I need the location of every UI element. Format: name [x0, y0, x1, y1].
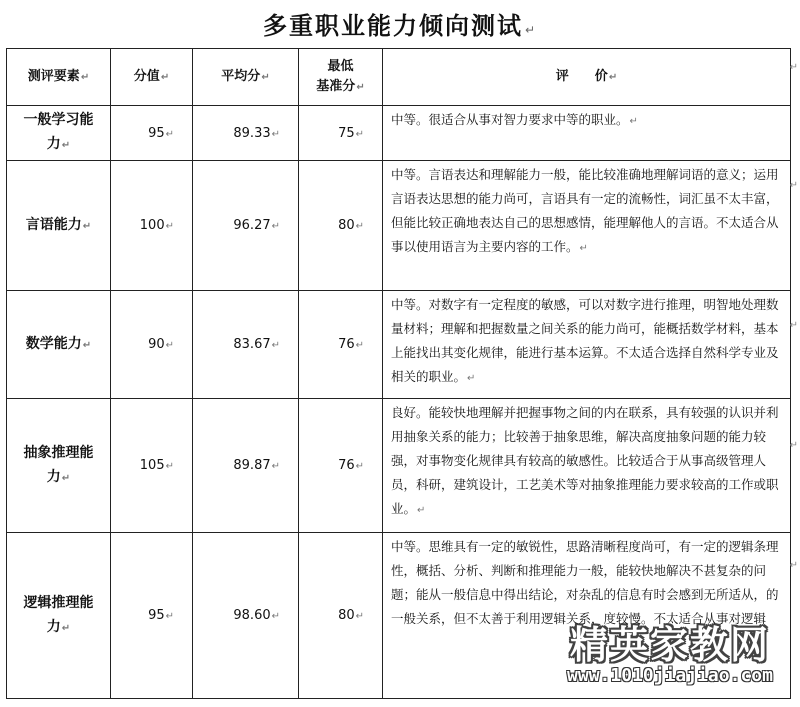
avg-value: 89.33↵ — [193, 106, 299, 161]
header-factor: 测评要素↵ — [7, 49, 111, 106]
avg-value: 96.27↵ — [193, 161, 299, 291]
evaluation-text: 中等。对数字有一定程度的敏感，可以对数字进行推理，明智地处理数量材料；理解和把握数量之间关系的能力尚可，能概括数学材料，基本上能找出其变化规律，能进行基本运算。不太适合选择自然科学专业及相关的职业。↵ — [383, 291, 791, 399]
margin-mark-icon: ↵ — [789, 320, 798, 331]
factor-name: 逻辑推理能 力↵ — [7, 533, 111, 699]
table-row — [7, 106, 791, 161]
evaluation-text: 中等。言语表达和理解能力一般，能比较准确地理解词语的意义；运用言语表达思想的能力尚可，言语具有一定的流畅性，词汇虽不太丰富，但能比较正确地表达自己的思想感情，能理解他人的言语。不太适合从事以使用语言为主要内容的工作。↵ — [383, 161, 791, 291]
table-row — [7, 161, 791, 291]
evaluation-text: 中等。思维具有一定的敏锐性，思路清晰程度尚可，有一定的逻辑条理性，概括、分析、判断和推理能力一般，能较快地解决不甚复杂的问题；能从一般信息中得出结论，对杂乱的信息有时会感到无所适从，的一般关系，但不太善于利用逻辑关系，度较慢。不太适合从事对逻辑 — [383, 533, 791, 699]
min-value: 76↵ — [299, 399, 383, 533]
watermark-text: 精英家教网 — [569, 623, 770, 667]
margin-mark-icon: ↵ — [789, 560, 798, 571]
score-value: 100↵ — [111, 161, 193, 291]
score-value: 90↵ — [111, 291, 193, 399]
return-mark-icon: ↵ — [524, 23, 538, 37]
factor-name: 言语能力↵ — [7, 161, 111, 291]
title-text: 多重职业能力倾向测试 — [262, 12, 523, 40]
min-value: 76↵ — [299, 291, 383, 399]
score-value: 95↵ — [111, 106, 193, 161]
table-row — [7, 399, 791, 533]
min-value: 80↵ — [299, 533, 383, 699]
score-value: 105↵ — [111, 399, 193, 533]
margin-mark-icon: ↵ — [789, 62, 798, 73]
avg-value: 98.60↵ — [193, 533, 299, 699]
min-value: 80↵ — [299, 161, 383, 291]
header-avg: 平均分↵ — [193, 49, 299, 106]
evaluation-text: 良好。能较快地理解并把握事物之间的内在联系，具有较强的认识并利用抽象关系的能力；比较善于抽象思维，解决高度抽象问题的能力较强，对事物变化规律具有较高的敏感性。比较适合于从事高级管理人员，科研，建筑设计，工艺美术等对抽象推理能力要求较高的工作或职业。↵ — [383, 399, 791, 533]
factor-name: 数学能力↵ — [7, 291, 111, 399]
page-title — [0, 6, 800, 41]
header-eval: 评 价↵ — [383, 49, 791, 106]
score-value: 95↵ — [111, 533, 193, 699]
watermark-url: www.1010jiajiao.com — [567, 665, 773, 686]
table-row — [7, 291, 791, 399]
avg-value: 83.67↵ — [193, 291, 299, 399]
margin-mark-icon: ↵ — [789, 180, 798, 191]
factor-name: 抽象推理能 力↵ — [7, 399, 111, 533]
ability-test-table — [6, 48, 791, 699]
factor-name: 一般学习能 力↵ — [7, 106, 111, 161]
table-row — [7, 533, 791, 699]
avg-value: 89.87↵ — [193, 399, 299, 533]
header-score: 分值↵ — [111, 49, 193, 106]
header-min: 最低 基准分↵ — [299, 49, 383, 106]
table-header-row — [7, 49, 791, 106]
margin-mark-icon: ↵ — [789, 440, 798, 451]
min-value: 75↵ — [299, 106, 383, 161]
evaluation-text: 中等。很适合从事对智力要求中等的职业。↵ — [383, 106, 791, 161]
